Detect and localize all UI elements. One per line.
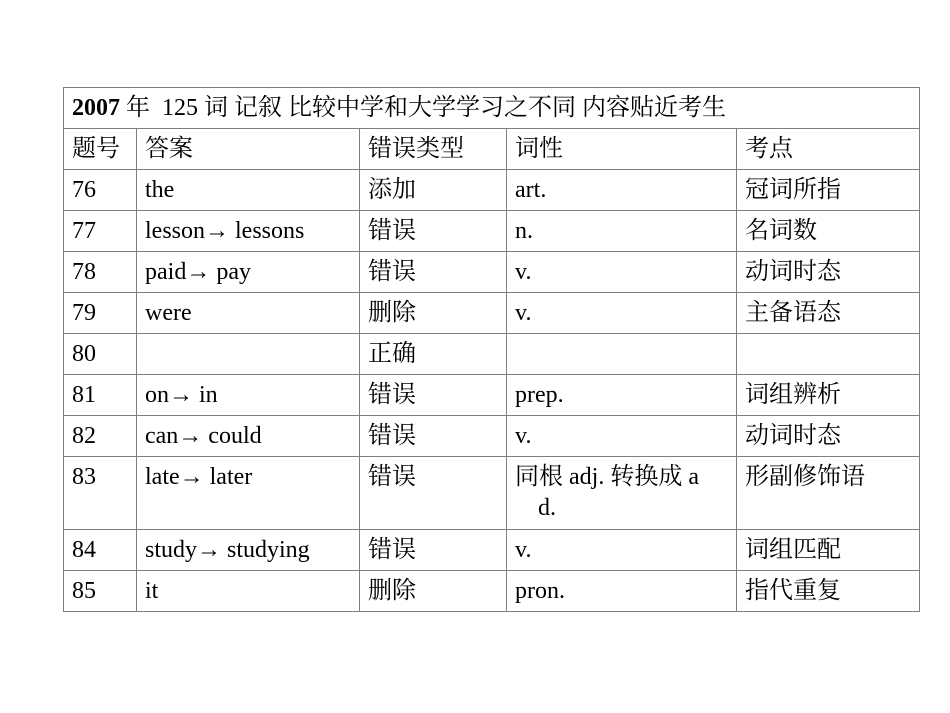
table-row [64,293,920,334]
table-title [64,88,920,129]
cell-number: 84 [64,530,137,571]
cell-number: 83 [64,457,137,530]
cell-answer: it [137,571,360,612]
cell-number: 78 [64,252,137,293]
cell-error-type: 删除 [360,571,507,612]
table-row [64,252,920,293]
cell-answer: late→ later [137,457,360,530]
header-part-of-speech: 词性 [507,129,737,170]
header-test-point: 考点 [737,129,920,170]
cell-test-point: 主备语态 [737,293,920,334]
cell-answer: study→ studying [137,530,360,571]
cell-test-point [737,334,920,375]
table-row [64,571,920,612]
table-row [64,530,920,571]
cell-number: 80 [64,334,137,375]
cell-test-point: 词组匹配 [737,530,920,571]
cell-error-type: 正确 [360,334,507,375]
pos-line-2: d. [538,495,556,521]
header-answer: 答案 [137,129,360,170]
table-row [64,211,920,252]
cell-part-of-speech: art. [507,170,737,211]
cell-test-point: 动词时态 [737,416,920,457]
header-row [64,129,920,170]
cell-answer: lesson→ lessons [137,211,360,252]
cell-test-point: 词组辨析 [737,375,920,416]
answer-table [63,87,920,612]
cell-test-point: 指代重复 [737,571,920,612]
cell-part-of-speech: v. [507,530,737,571]
title-text: 年 125 词 记叙 比较中学和大学学习之不同 内容贴近考生 [120,95,726,121]
cell-error-type: 错误 [360,457,507,530]
cell-test-point: 形副修饰语 [737,457,920,530]
header-error-type: 错误类型 [360,129,507,170]
cell-error-type: 错误 [360,416,507,457]
cell-part-of-speech: v. [507,416,737,457]
cell-test-point: 名词数 [737,211,920,252]
title-year: 2007 [72,95,120,121]
cell-error-type: 错误 [360,375,507,416]
cell-test-point: 动词时态 [737,252,920,293]
cell-part-of-speech: prep. [507,375,737,416]
cell-error-type: 删除 [360,293,507,334]
cell-answer: the [137,170,360,211]
cell-number: 85 [64,571,137,612]
table-row [64,457,920,530]
table-row [64,375,920,416]
cell-test-point: 冠词所指 [737,170,920,211]
cell-error-type: 错误 [360,252,507,293]
table-row [64,170,920,211]
cell-part-of-speech: v. [507,293,737,334]
cell-answer: were [137,293,360,334]
pos-line-1: 同根 adj. 转换成 a [515,464,699,490]
cell-number: 79 [64,293,137,334]
table-row [64,416,920,457]
cell-part-of-speech: n. [507,211,737,252]
cell-answer: can→ could [137,416,360,457]
cell-number: 77 [64,211,137,252]
cell-error-type: 错误 [360,530,507,571]
cell-answer: paid→ pay [137,252,360,293]
cell-number: 81 [64,375,137,416]
cell-part-of-speech [507,334,737,375]
cell-number: 76 [64,170,137,211]
cell-part-of-speech [507,457,737,530]
cell-error-type: 添加 [360,170,507,211]
table-row [64,334,920,375]
cell-answer: on→ in [137,375,360,416]
cell-part-of-speech: pron. [507,571,737,612]
cell-answer [137,334,360,375]
cell-error-type: 错误 [360,211,507,252]
cell-part-of-speech: v. [507,252,737,293]
cell-number: 82 [64,416,137,457]
header-number: 题号 [64,129,137,170]
title-row [64,88,920,129]
